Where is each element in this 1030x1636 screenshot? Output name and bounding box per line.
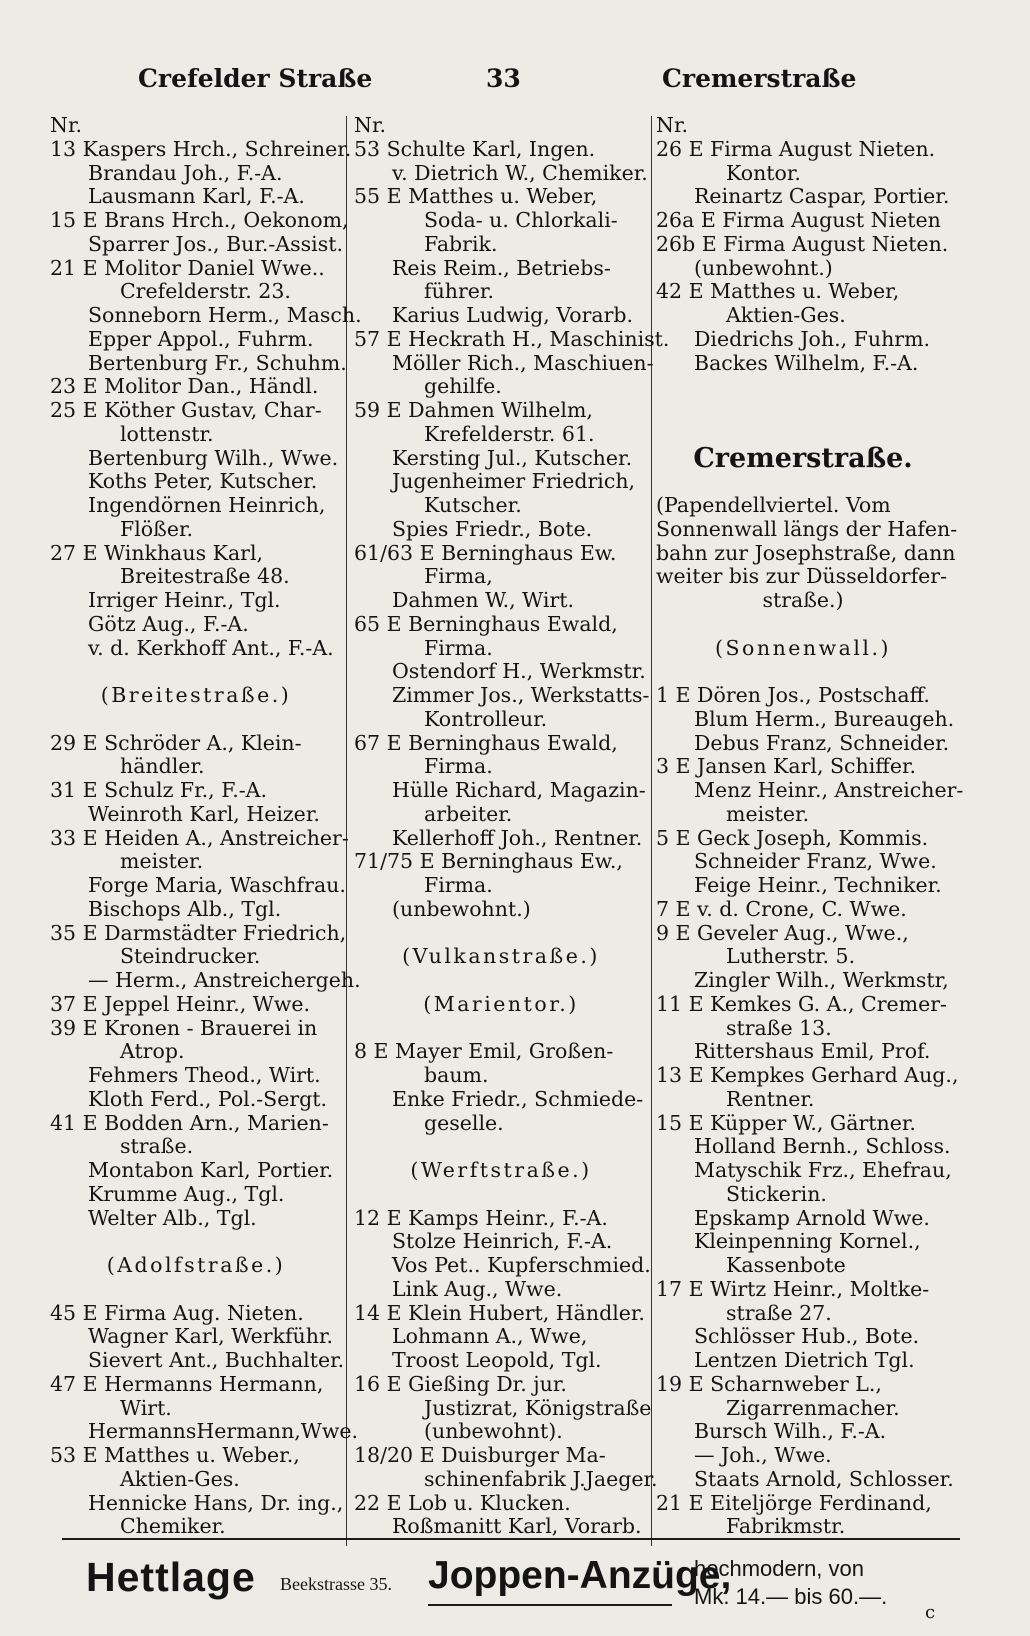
directory-entry: Lentzen Dietrich Tgl. — [694, 1348, 915, 1372]
directory-entry: 71/75 E Berninghaus Ew., — [354, 849, 623, 874]
directory-entry: Spies Friedr., Bote. — [392, 516, 593, 541]
directory-entry: Rittershaus Emil, Prof. — [694, 1039, 931, 1064]
directory-entry: Firma. — [424, 635, 493, 660]
directory-entry: Holland Bernh., Schloss. — [694, 1134, 951, 1159]
directory-entry: Karius Ludwig, Vorarb. — [392, 303, 634, 327]
directory-entry: Atrop. — [120, 1039, 185, 1064]
directory-entry: Montabon Karl, Portier. — [88, 1158, 334, 1182]
directory-entry: Backes Wilhelm, F.-A. — [694, 350, 919, 375]
directory-entry: 1 E Dören Jos., Postschaff. — [656, 683, 930, 707]
directory-entry: Schlösser Hub., Bote. — [694, 1324, 920, 1349]
directory-entry: Kontrolleur. — [424, 706, 548, 731]
directory-entry: schinenfabrik J.Jaeger. — [424, 1466, 658, 1491]
directory-entry: Stolze Heinrich, F.-A. — [392, 1229, 613, 1254]
directory-entry: Wagner Karl, Werkführ. — [88, 1324, 334, 1349]
directory-entry: Roßmanitt Karl, Vorarb. — [392, 1514, 642, 1539]
blank-line — [656, 613, 950, 637]
column-middle — [354, 113, 670, 1539]
directory-entry: Vos Pet.. Kupferschmied. — [392, 1253, 651, 1277]
directory-entry: Fehmers Theod., Wirt. — [88, 1063, 321, 1087]
directory-entry: Zigarrenmacher. — [726, 1395, 900, 1420]
directory-entry: bahn zur Josephstraße, dann — [656, 540, 956, 565]
directory-entry: Steindrucker. — [120, 944, 261, 969]
directory-entry: Diedrichs Joh., Fuhrm. — [694, 326, 931, 351]
directory-entry: Enke Friedr., Schmiede- — [392, 1086, 644, 1111]
directory-entry: Kleinpenning Kornel., — [694, 1229, 921, 1254]
directory-entry: Bertenburg Fr., Schuhm. — [88, 350, 347, 375]
directory-entry: Justizrat, Königstraße — [424, 1395, 652, 1420]
directory-entry: Epper Appol., Fuhrm. — [88, 326, 314, 351]
directory-entry: Lutherstr. 5. — [726, 944, 856, 969]
right-street-header: Cremerstraße — [662, 64, 857, 93]
directory-entry: händler. — [120, 754, 205, 779]
directory-entry: Firma, — [424, 564, 493, 589]
directory-entry: 18/20 E Duisburger Ma- — [354, 1443, 606, 1467]
directory-entry: — Joh., Wwe. — [694, 1443, 832, 1467]
directory-entry: 16 E Gießing Dr. jur. — [354, 1371, 567, 1396]
blank-line — [50, 1278, 342, 1302]
directory-entry: 61/63 E Berninghaus Ew. — [354, 540, 617, 565]
section-heading: (Werftstraße.) — [410, 1158, 592, 1182]
blank-line — [354, 969, 648, 993]
directory-entry: Staats Arnold, Schlosser. — [694, 1466, 954, 1491]
directory-entry: 13 E Kempkes Gerhard Aug., — [656, 1063, 959, 1087]
directory-entry: führer. — [424, 279, 494, 304]
directory-entry: 45 E Firma Aug. Nieten. — [50, 1300, 304, 1325]
directory-entry: arbeiter. — [424, 801, 513, 826]
directory-entry: Hülle Richard, Magazin- — [392, 778, 646, 802]
directory-entry: Krumme Aug., Tgl. — [88, 1181, 285, 1206]
directory-entry: 9 E Geveler Aug., Wwe., — [656, 920, 909, 945]
directory-entry: 22 E Lob u. Klucken. — [354, 1490, 571, 1515]
directory-entry: 21 E Eiteljörge Ferdinand, — [656, 1490, 932, 1515]
page-number: 33 — [486, 64, 521, 93]
directory-entry: Dahmen W., Wirt. — [392, 588, 575, 612]
directory-entry: straße 13. — [726, 1015, 832, 1040]
directory-entry: Bertenburg Wilh., Wwe. — [88, 445, 339, 470]
directory-entry: 39 E Kronen - Brauerei in — [50, 1015, 318, 1040]
directory-entry: 33 E Heiden A., Anstreicher- — [50, 825, 349, 850]
directory-entry: 19 E Scharnweber L., — [656, 1371, 882, 1396]
directory-entry: 13 Kaspers Hrch., Schreiner. — [50, 136, 352, 161]
directory-entry: Stickerin. — [726, 1181, 827, 1206]
directory-entry: 59 E Dahmen Wilhelm, — [354, 398, 593, 422]
directory-entry: Chemiker. — [120, 1514, 226, 1539]
directory-entry: Soda- u. Chlorkali- — [424, 208, 618, 232]
directory-entry: 67 E Berninghaus Ewald, — [354, 730, 618, 755]
directory-entry: Forge Maria, Waschfrau. — [88, 873, 346, 897]
blank-line — [50, 660, 342, 684]
directory-entry: Bursch Wilh., F.-A. — [694, 1419, 887, 1444]
directory-entry: Sievert Ant., Buchhalter. — [88, 1348, 345, 1372]
ad-brand: Hettlage — [86, 1554, 256, 1600]
section-heading: (Adolfstraße.) — [106, 1253, 286, 1277]
directory-entry: Jugenheimer Friedrich, — [392, 469, 636, 494]
directory-entry: 53 Schulte Karl, Ingen. — [354, 136, 596, 161]
directory-entry: Aktien-Ges. — [726, 303, 846, 327]
section-heading: (Sonnenwall.) — [714, 635, 892, 660]
blank-line — [656, 470, 950, 494]
directory-entry: Schneider Franz, Wwe. — [694, 849, 937, 874]
directory-entry: 53 E Matthes u. Weber., — [50, 1443, 300, 1467]
directory-entry: (Papendellviertel. Vom — [656, 493, 891, 517]
directory-entry: baum. — [424, 1063, 489, 1087]
directory-entry: Feige Heinr., Techniker. — [694, 873, 942, 897]
directory-entry: 47 E Hermanns Hermann, — [50, 1371, 324, 1396]
directory-entry: Welter Alb., Tgl. — [88, 1205, 257, 1230]
directory-entry: 37 E Jeppel Heinr., Wwe. — [50, 991, 311, 1016]
directory-entry: (unbewohnt). — [424, 1419, 563, 1444]
directory-entry: Crefelderstr. 23. — [120, 279, 291, 304]
directory-entry: Kellerhoff Joh., Rentner. — [392, 825, 643, 850]
directory-entry: Firma. — [424, 754, 493, 779]
directory-entry: Kloth Ferd., Pol.-Sergt. — [88, 1086, 328, 1111]
directory-entry: Fabrik. — [424, 231, 498, 256]
directory-entry: 25 E Köther Gustav, Char- — [50, 398, 322, 422]
directory-entry: meister. — [120, 849, 204, 874]
directory-entry: 41 E Bodden Arn., Marien- — [50, 1110, 329, 1135]
directory-entry: Sonneborn Herm., Masch. — [88, 303, 362, 327]
directory-entry: 21 E Molitor Daniel Wwe.. — [50, 255, 325, 280]
directory-entry: v. d. Kerkhoff Ant., F.-A. — [88, 635, 334, 660]
directory-entry: 29 E Schröder A., Klein- — [50, 730, 302, 755]
directory-entry: Zimmer Jos., Werkstatts- — [392, 683, 650, 707]
directory-entry: 17 E Wirtz Heinr., Moltke- — [656, 1276, 930, 1301]
directory-entry: 23 E Molitor Dan., Händl. — [50, 374, 319, 399]
directory-entry: Menz Heinr., Anstreicher- — [694, 778, 964, 802]
directory-entry: (unbewohnt.) — [392, 896, 531, 921]
directory-entry: Firma. — [424, 873, 493, 897]
directory-entry: Kutscher. — [424, 493, 522, 517]
directory-entry: Krefelderstr. 61. — [424, 421, 595, 446]
directory-entry: lottenstr. — [120, 421, 214, 446]
street-heading: Cremerstraße. — [693, 442, 913, 474]
directory-entry: Aktien-Ges. — [120, 1466, 240, 1491]
directory-entry: 26 E Firma August Nieten. — [656, 136, 936, 161]
blank-line — [656, 660, 950, 684]
directory-entry: Ingendörnen Heinrich, — [88, 493, 326, 517]
directory-entry: geselle. — [424, 1110, 504, 1135]
directory-entry: Irriger Heinr., Tgl. — [88, 588, 281, 612]
directory-entry: (unbewohnt.) — [694, 255, 833, 280]
directory-entry: 12 E Kamps Heinr., F.-A. — [354, 1205, 608, 1230]
directory-entry: 3 E Jansen Karl, Schiffer. — [656, 754, 917, 779]
blank-line — [354, 922, 648, 946]
section-heading: (Breitestraße.) — [100, 683, 292, 707]
directory-entry: straße.) — [762, 588, 844, 612]
blank-line — [656, 375, 950, 399]
directory-entry: 14 E Klein Hubert, Händler. — [354, 1300, 645, 1325]
directory-entry: Brandau Joh., F.-A. — [88, 160, 283, 185]
blank-line — [354, 1017, 648, 1041]
directory-entry: 35 E Darmstädter Friedrich, — [50, 920, 347, 945]
directory-entry: — Herm., Anstreichergeh. — [88, 968, 361, 992]
directory-entry: Wirt. — [120, 1395, 172, 1420]
directory-entry: Nr. — [50, 113, 83, 137]
directory-entry: Rentner. — [726, 1086, 815, 1111]
directory-entry: 15 E Küpper W., Gärtner. — [656, 1110, 916, 1135]
directory-entry: 27 E Winkhaus Karl, — [50, 540, 264, 565]
directory-entry: Hennicke Hans, Dr. ing., — [88, 1490, 344, 1515]
directory-entry: Kontor. — [726, 160, 801, 185]
directory-entry: Reinartz Caspar, Portier. — [694, 184, 950, 209]
directory-entry: Sonnenwall längs der Hafen- — [656, 516, 958, 541]
left-street-header: Crefelder Straße — [138, 64, 373, 93]
directory-entry: Sparrer Jos., Bur.-Assist. — [88, 231, 343, 256]
footer-rule — [62, 1538, 960, 1540]
blank-line — [50, 1230, 342, 1254]
directory-entry: Ostendorf H., Werkmstr. — [392, 659, 646, 684]
directory-entry: Koths Peter, Kutscher. — [88, 469, 318, 494]
directory-entry: 11 E Kemkes G. A., Cremer- — [656, 991, 947, 1016]
directory-entry: 55 E Matthes u. Weber, — [354, 184, 598, 209]
directory-entry: Troost Leopold, Tgl. — [392, 1348, 602, 1372]
directory-entry: Breitestraße 48. — [120, 564, 290, 589]
directory-entry: Nr. — [354, 113, 387, 137]
directory-entry: Nr. — [656, 113, 689, 137]
directory-entry: 65 E Berninghaus Ewald, — [354, 611, 618, 636]
directory-entry: Matyschik Frz., Ehefrau, — [694, 1158, 952, 1182]
column-left — [50, 113, 362, 1539]
ad-address: Beekstrasse 35. — [280, 1574, 392, 1594]
signature-mark: c — [925, 1602, 936, 1623]
directory-entry: 7 E v. d. Crone, C. Wwe. — [656, 896, 907, 921]
directory-entry: Epskamp Arnold Wwe. — [694, 1205, 930, 1230]
directory-entry: Bischops Alb., Tgl. — [88, 896, 282, 921]
directory-entry: Götz Aug., F.-A. — [88, 611, 249, 636]
directory-entry: Lausmann Karl, F.-A. — [88, 184, 305, 209]
section-heading: (Marientor.) — [423, 991, 579, 1016]
directory-entry: Kassenbote — [726, 1253, 846, 1277]
directory-entry: Kersting Jul., Kutscher. — [392, 445, 633, 470]
ad-product: Joppen-Anzüge, — [428, 1554, 732, 1597]
advertisement — [0, 1546, 1030, 1616]
blank-line — [656, 399, 950, 423]
directory-entry: straße. — [120, 1134, 194, 1159]
ad-tagline-2: Mk. 14.— bis 60.—. — [694, 1584, 888, 1609]
blank-line — [50, 708, 342, 732]
directory-entry: Lohmann A., Wwe, — [392, 1324, 588, 1349]
directory-entry: 5 E Geck Joseph, Kommis. — [656, 825, 929, 850]
directory-entry: gehilfe. — [424, 374, 502, 399]
directory-entry: Link Aug., Wwe. — [392, 1276, 563, 1301]
ad-tagline-1: hochmodern, von — [694, 1556, 864, 1581]
column-right — [656, 113, 964, 1539]
directory-entry: straße 27. — [726, 1300, 832, 1325]
directory-entry: Zingler Wilh., Werkmstr, — [694, 968, 949, 992]
directory-entry: 26a E Firma August Nieten — [656, 208, 941, 232]
directory-entry: Blum Herm., Bureaugeh. — [694, 706, 955, 731]
directory-entry: 26b E Firma August Nieten. — [656, 231, 949, 256]
directory-entry: v. Dietrich W., Chemiker. — [392, 160, 648, 185]
directory-entry: Weinroth Karl, Heizer. — [88, 801, 320, 826]
directory-entry: meister. — [726, 801, 810, 826]
directory-entry: 42 E Matthes u. Weber, — [656, 279, 900, 304]
ad-product-underline — [428, 1604, 672, 1606]
directory-entry: Reis Reim., Betriebs- — [392, 255, 611, 280]
directory-entry: Fabrikmstr. — [726, 1514, 846, 1539]
blank-line — [354, 1135, 648, 1159]
directory-entry: 57 E Heckrath H., Maschinist. — [354, 326, 670, 351]
directory-entry: Möller Rich., Maschiuen- — [392, 350, 654, 375]
section-heading: (Vulkanstraße.) — [402, 944, 600, 969]
directory-entry: 31 E Schulz Fr., F.-A. — [50, 778, 268, 802]
directory-entry: 15 E Brans Hrch., Oekonom, — [50, 208, 349, 232]
directory-entry: 8 E Mayer Emil, Großen- — [354, 1039, 614, 1064]
directory-entry: HermannsHermann,Wwe. — [88, 1419, 359, 1444]
directory-entry: weiter bis zur Düsseldorfer- — [656, 564, 948, 589]
directory-entry: Flößer. — [120, 516, 194, 541]
directory-entry: Debus Franz, Schneider. — [694, 730, 950, 755]
blank-line — [354, 1183, 648, 1207]
